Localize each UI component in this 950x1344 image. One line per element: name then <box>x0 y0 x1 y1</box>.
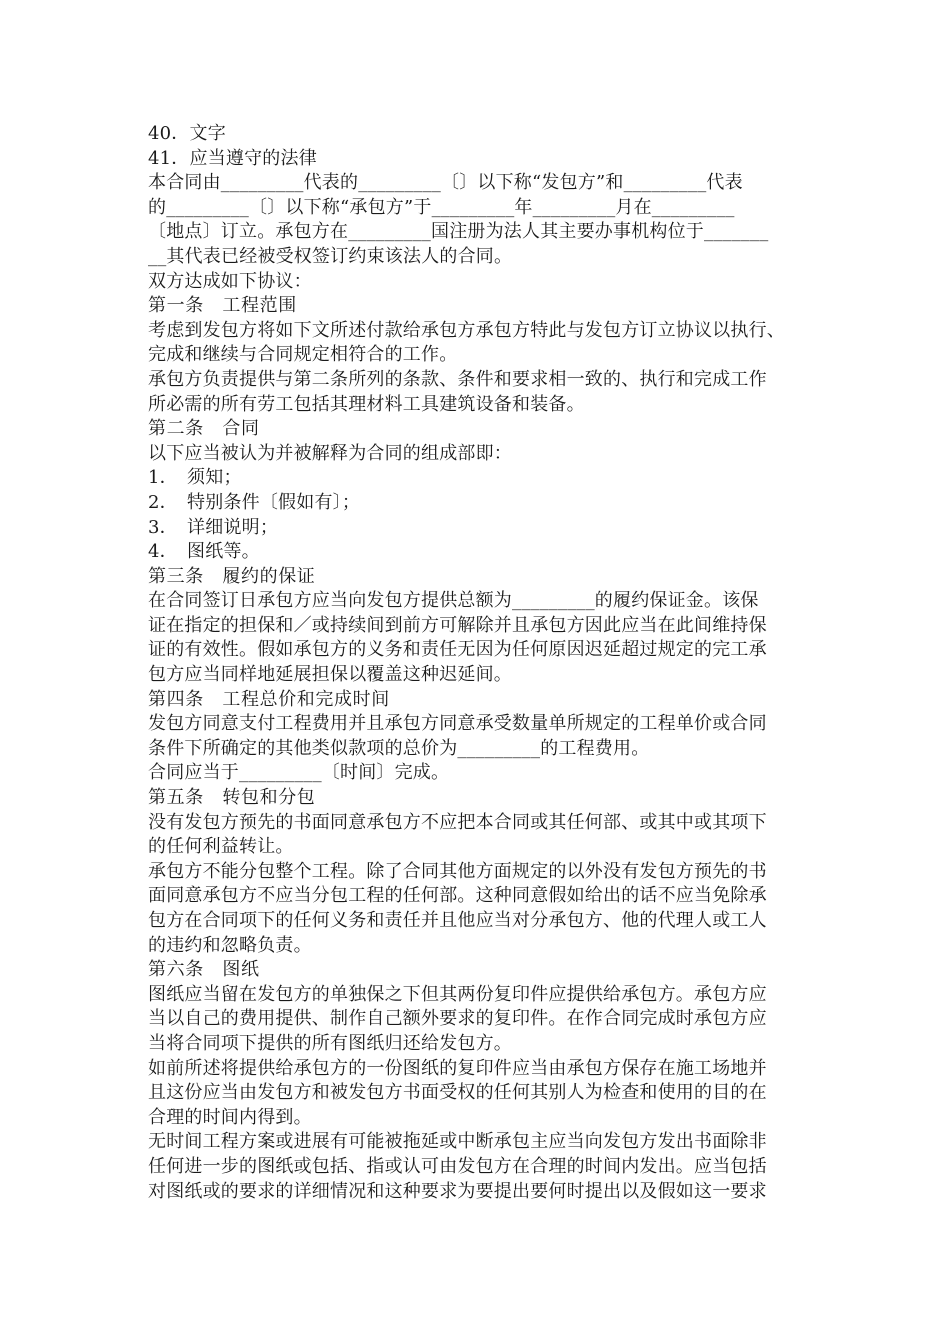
paragraph-line: 本合同由_________代表的_________〔〕以下称“发包方”和_________代表 <box>148 172 743 194</box>
list-item: 1． 须知； <box>148 467 242 489</box>
paragraph-line: 证的有效性。假如承包方的义务和责任无因为任何原因迟延超过规定的完工承 <box>148 639 767 661</box>
paragraph-line: 以下应当被认为并被解释为合同的组成部即： <box>148 442 512 464</box>
document-page <box>148 122 818 1204</box>
paragraph-line: 对图纸或的要求的详细情况和这种要求为要提出要何时提出以及假如这一要求 <box>148 1180 767 1202</box>
paragraph-line: 的任何利益转让。 <box>148 836 294 858</box>
paragraph-line: 条件下所确定的其他类似款项的总价为_________的工程费用。 <box>148 737 650 759</box>
paragraph-line: 面同意承包方不应当分包工程的任何部。这种同意假如给出的话不应当免除承 <box>148 885 767 907</box>
paragraph-line: 的违约和忽略负责。 <box>148 934 312 956</box>
list-item: 2． 特别条件〔假如有〕； <box>148 491 361 513</box>
paragraph-line: 没有发包方预先的书面同意承包方不应把本合同或其任何部、或其中或其项下 <box>148 811 767 833</box>
paragraph-line: 且这份应当由发包方和被发包方书面受权的任何其别人为检查和使用的目的在 <box>148 1082 767 1104</box>
paragraph-line: 图纸应当留在发包方的单独保之下但其两份复印件应提供给承包方。承包方应 <box>148 983 767 1005</box>
section-heading: 第六条 图纸 <box>148 959 260 981</box>
paragraph-line: 考虑到发包方将如下文所述付款给承包方承包方特此与发包方订立协议以执行、 <box>148 319 785 341</box>
paragraph-line: 完成和继续与合同规定相符合的工作。 <box>148 344 458 366</box>
paragraph-line: 包方应当同样地延展担保以覆盖这种迟延间。 <box>148 664 512 686</box>
section-heading: 第四条 工程总价和完成时间 <box>148 688 390 710</box>
paragraph-line: 如前所述将提供给承包方的一份图纸的复印件应当由承包方保存在施工场地并 <box>148 1057 767 1079</box>
paragraph-line: 双方达成如下协议： <box>148 270 312 292</box>
paragraph-line: 发包方同意支付工程费用并且承包方同意承受数量单所规定的工程单价或合同 <box>148 713 767 735</box>
paragraph-line: 当将合同项下提供的所有图纸归还给发包方。 <box>148 1032 512 1054</box>
list-item: 3． 详细说明； <box>148 516 279 538</box>
paragraph-line: 当以自己的费用提供、制作自己额外要求的复印件。在作合同完成时承包方应 <box>148 1008 767 1030</box>
paragraph-line: 所必需的所有劳工包括其理材料工具建筑设备和装备。 <box>148 393 585 415</box>
paragraph-line: 任何进一步的图纸或包括、指或认可由发包方在合理的时间内发出。应当包括 <box>148 1155 767 1177</box>
section-heading: 第三条 履约的保证 <box>148 565 316 587</box>
paragraph-line: 的_________〔〕以下称“承包方”于_________年_________月在_________ <box>148 196 735 218</box>
section-heading: 第五条 转包和分包 <box>148 787 316 809</box>
paragraph-line: 无时间工程方案或进展有可能被拖延或中断承包主应当向发包方发出书面除非 <box>148 1131 767 1153</box>
paragraph-line: 承包方不能分包整个工程。除了合同其他方面规定的以外没有发包方预先的书 <box>148 860 767 882</box>
paragraph-line: 包方在合同项下的任何义务和责任并且他应当对分承包方、他的代理人或工人 <box>148 910 767 931</box>
list-item: 4． 图纸等。 <box>148 541 260 563</box>
list-item: 41．应当遵守的法律 <box>148 147 317 169</box>
section-heading: 第一条 工程范围 <box>148 295 297 317</box>
paragraph-line: 〔地点〕订立。承包方在_________国注册为法人其主要办事机构位于_______ <box>148 221 769 243</box>
paragraph-line: 承包方负责提供与第二条所列的条款、条件和要求相一致的、执行和完成工作 <box>148 368 767 390</box>
paragraph-line: 合理的时间内得到。 <box>148 1106 312 1128</box>
section-heading: 第二条 合同 <box>148 418 260 440</box>
paragraph-line: 证在指定的担保和／或持续间到前方可解除并且承包方因此应当在此间维持保 <box>148 614 767 636</box>
paragraph-line: 在合同签订日承包方应当向发包方提供总额为_________的履约保证金。该保 <box>148 590 759 612</box>
paragraph-line: __其代表已经被受权签订约束该法人的合同。 <box>148 245 513 267</box>
paragraph-line: 合同应当于_________〔时间〕完成。 <box>148 762 450 784</box>
list-item: 40．文字 <box>148 123 226 144</box>
